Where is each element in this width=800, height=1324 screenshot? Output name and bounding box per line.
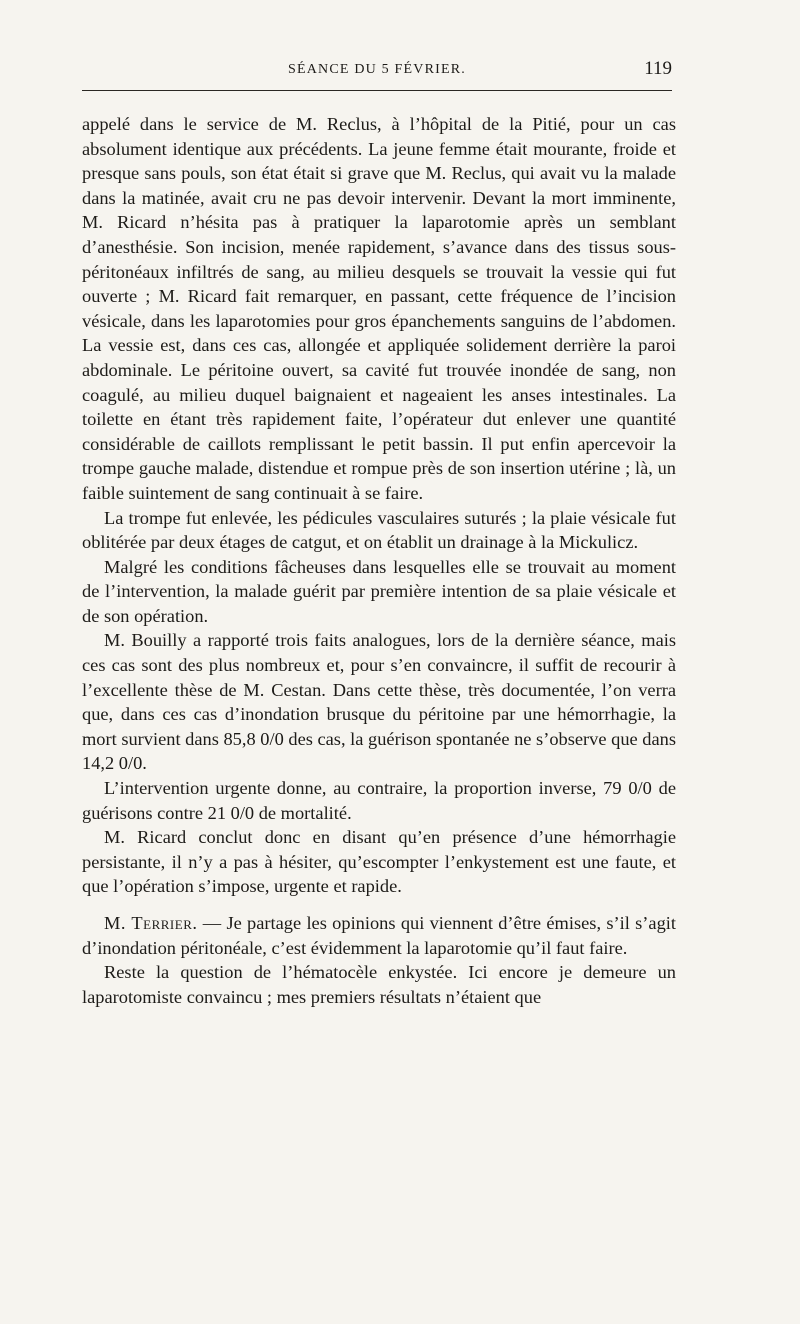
- paragraph-1: appelé dans le service de M. Reclus, à l’hôpital de la Pitié, pour un cas absolument identique aux précédents. La jeune femme était mourante, froide et presque sans pouls, son état était si grave que M. Reclus, qui avait vu la malade dans la matinée, avait cru ne pas devoir intervenir. Devant la mort imminente, M. Ricard n’hésita pas à pratiquer la laparotomie après un semblant d’anesthésie. Son incision, menée rapidement, s’avance dans des tissus sous-péritonéaux infiltrés de sang, au milieu desquels se trouvait la vessie qui fut ouverte ; M. Ricard fait remarquer, en passant, cette fréquence de l’incision vésicale, dans les laparotomies pour gros épanchements sanguins de l’abdomen. La vessie est, dans ces cas, allongée et appliquée solidement derrière la paroi abdominale. Le péritoine ouvert, sa cavité fut trouvée inondée de sang, non coagulé, au milieu duquel baignaient et nageaient les anses intestinales. La toilette en étant très rapidement faite, l’opérateur dut enlever une quantité considérable de caillots remplissant le petit bassin. Il put enfin apercevoir la trompe gauche malade, distendue et rompue près de son insertion utérine ; là, un faible suintement de sang continuait à se faire.: [82, 114, 676, 503]
- paragraph-3: Malgré les conditions fâcheuses dans lesquelles elle se trouvait au moment de l’intervention, la malade guérit par première intention de sa plaie vésicale et de son opération.: [82, 556, 676, 626]
- paragraph-4: M. Bouilly a rapporté trois faits analogues, lors de la dernière séance, mais ces cas sont des plus nombreux et, pour s’en convaincre, il suffit de recourir à l’excellente thèse de M. Cestan. Dans cette thèse, très documentée, l’on verra que, dans ces cas d’inondation brusque du péritoine par une hémorrhagie, la mort survient dans 85,8 0/0 des cas, la guérison spontanée ne s’observe que dans 14,2 0/0.: [82, 630, 676, 774]
- paragraph-8: Reste la question de l’hématocèle enkystée. Ici encore je demeure un laparotomiste convaincu ; mes premiers résultats n’étaient que: [82, 962, 676, 1007]
- speaker-name: M. Terrier.: [104, 913, 198, 933]
- running-header: [82, 58, 672, 91]
- body-text: [82, 112, 676, 1009]
- speaker-statement: — Je partage les opinions qui viennent d’être émises, s’il s’agit d’inondation péritonéale, c’est évidemment la laparotomie qu’il faut faire.: [82, 913, 676, 958]
- paragraph-2: La trompe fut enlevée, les pédicules vasculaires suturés ; la plaie vésicale fut oblitérée par deux étages de catgut, et on établit un drainage à la Mickulicz.: [82, 507, 676, 553]
- running-title: SÉANCE DU 5 FÉVRIER.: [287, 62, 466, 77]
- paragraph-6: M. Ricard conclut donc en disant qu’en présence d’une hémorrhagie persistante, il n’y a pas à hésiter, qu’escompter l’enkystement est une faute, et que l’opération s’impose, urgente et rapide.: [82, 827, 676, 897]
- paragraph-7: [82, 911, 676, 960]
- page-number: 119: [644, 58, 672, 79]
- paragraph-5: L’intervention urgente donne, au contraire, la proportion inverse, 79 0/0 de guérisons contre 21 0/0 de mortalité.: [82, 778, 676, 823]
